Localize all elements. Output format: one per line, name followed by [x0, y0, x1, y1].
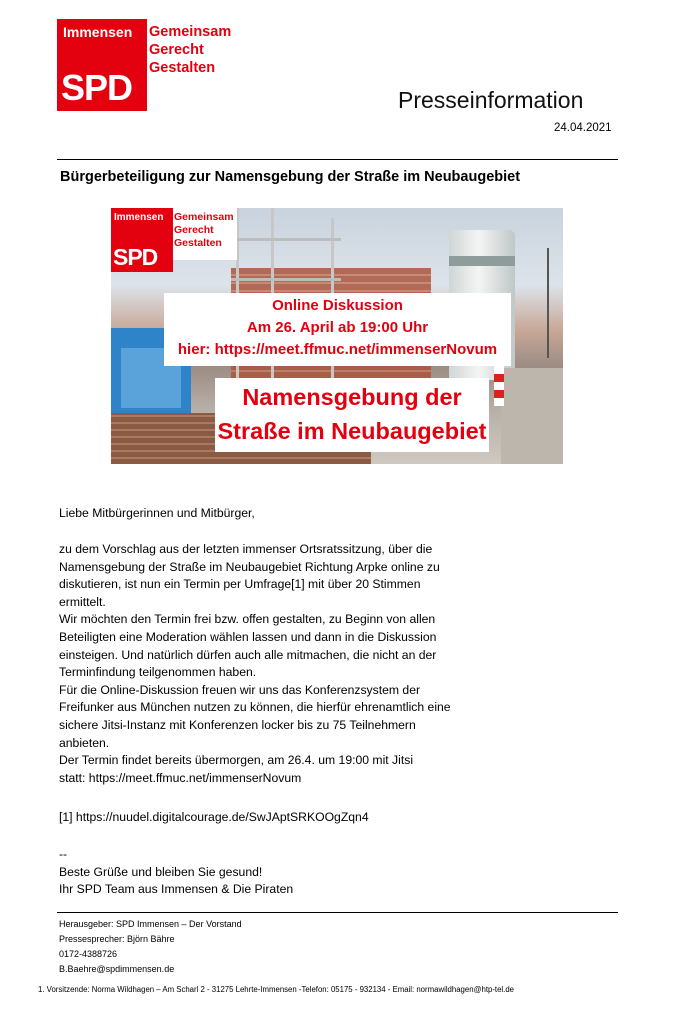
body-line: Beteiligten eine Moderation wählen lassen und dann in die Diskussion [59, 629, 437, 644]
footer-chair-address: 1. Vorsitzende: Norma Wildhagen – Am Scharl 2 - 31275 Lehrte-Immensen -Telefon: 05175 - 932134 - Email: normawildhagen@htp-tel.de [38, 985, 514, 994]
body-line: Wir möchten den Termin frei bzw. offen gestalten, zu Beginn von allen [59, 612, 436, 627]
logo-town-name: Immensen [63, 24, 133, 40]
closing [59, 846, 293, 899]
body-line: statt: https://meet.ffmuc.net/immenserNovum [59, 770, 302, 785]
body-line: Terminfindung teilgenommen haben. [59, 665, 257, 680]
image-silo-band [449, 256, 515, 266]
image-crane [547, 248, 549, 358]
image-scaffold-beam [231, 238, 341, 241]
footer-phone: 0172-4388726 [59, 949, 118, 959]
body-line: Namensgebung der Straße im Neubaugebiet Richtung Arpke online zu [59, 559, 440, 574]
image-logo-town-name: Immensen [114, 212, 164, 223]
image-street [501, 368, 563, 464]
footnote-link: [1] https://nuudel.digitalcourage.de/SwJAptSRKOOgZqn4 [59, 810, 369, 824]
image-title-line: Straße im Neubaugebiet [217, 418, 487, 444]
body-line: zu dem Vorschlag aus der letzten immenser Ortsratssitzung, über die [59, 542, 433, 556]
image-event-line: hier: https://meet.ffmuc.net/immenserNovum [177, 341, 498, 358]
header-divider [57, 159, 618, 160]
logo-slogan-line: Gestalten [149, 60, 216, 76]
footer-divider [57, 912, 618, 913]
logo-slogan-line: Gerecht [149, 42, 204, 58]
image-event-line: Am 26. April ab 19:00 Uhr [246, 319, 429, 336]
image-logo-slogan-line: Gemeinsam [174, 211, 234, 223]
body-line: sichere Jitsi-Instanz mit Konferenzen locker bis zu 75 Teilnehmern [59, 717, 416, 732]
logo-party-name: SPD [61, 67, 133, 108]
body-line: diskutieren, ist nun ein Termin per Umfrage[1] mit über 20 Stimmen [59, 577, 421, 592]
closing-line: Beste Grüße und bleiben Sie gesund! [59, 864, 263, 879]
body-line: Freifunker aus München nutzen zu können, die hierfür ehrenamtlich eine [59, 700, 451, 715]
body-line: anbieten. [59, 735, 110, 750]
image-scaffold-beam [231, 278, 341, 281]
footer-contact [59, 917, 242, 977]
document-date: 24.04.2021 [554, 122, 612, 134]
footer-press-officer: Pressesprecher: Björn Bähre [59, 934, 175, 944]
event-flyer-image [111, 208, 563, 464]
logo-slogan-line: Gemeinsam [149, 24, 232, 40]
body-text [59, 541, 451, 787]
image-logo-slogan-line: Gerecht [174, 224, 214, 236]
image-logo-party-name: SPD [113, 244, 158, 270]
body-line: Für die Online-Diskussion freuen wir uns das Konferenzsystem der [59, 682, 421, 697]
headline: Bürgerbeteiligung zur Namensgebung der Straße im Neubaugebiet [60, 169, 521, 185]
document-type-title: Presseinformation [398, 87, 584, 113]
closing-line: -- [59, 847, 68, 861]
image-event-line: Online Diskussion [272, 297, 403, 314]
greeting: Liebe Mitbürgerinnen und Mitbürger, [59, 506, 255, 520]
closing-line: Ihr SPD Team aus Immensen & Die Piraten [59, 882, 294, 897]
body-line: einsteigen. Und natürlich dürfen auch alle mitmachen, die nicht an der [59, 647, 437, 662]
body-line: ermittelt. [59, 594, 106, 609]
image-logo-slogan-line: Gestalten [174, 237, 222, 249]
image-title-line: Namensgebung der [242, 384, 462, 410]
footer-publisher: Herausgeber: SPD Immensen – Der Vorstand [59, 919, 242, 929]
footer-email: B.Baehre@spdimmensen.de [59, 964, 175, 974]
body-line: Der Termin findet bereits übermorgen, am 26.4. um 19:00 mit Jitsi [59, 753, 414, 768]
